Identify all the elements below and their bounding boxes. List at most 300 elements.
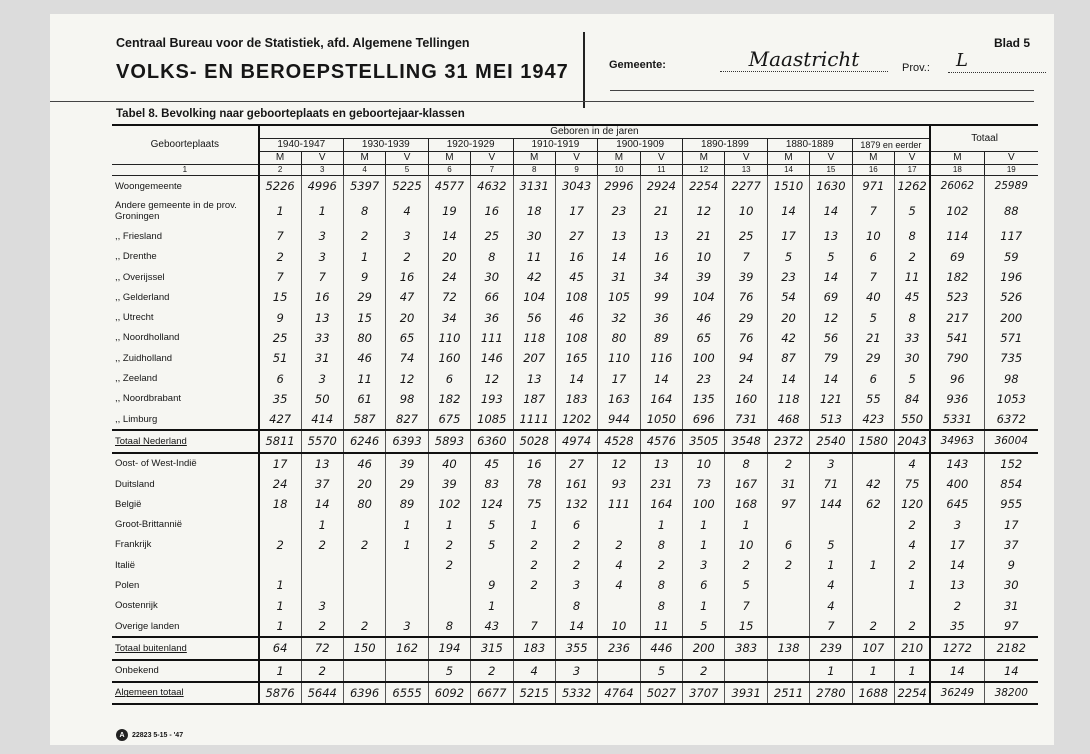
table-cell: 1: [683, 535, 725, 555]
table-cell: 118: [767, 389, 809, 409]
col-number: 12: [683, 165, 725, 176]
table-cell: 6677: [471, 682, 513, 704]
table-cell: 87: [767, 348, 809, 368]
table-cell: [428, 575, 470, 595]
table-cell: 27: [555, 453, 597, 474]
table-cell: 790: [930, 348, 984, 368]
table-cell: 1510: [767, 176, 809, 197]
table-cell: 7: [725, 247, 767, 267]
table-cell: [343, 514, 385, 534]
table-cell: 1053: [984, 389, 1038, 409]
table-cell: 72: [428, 287, 470, 307]
col-v: V: [725, 152, 767, 165]
table-cell: 138: [767, 637, 809, 659]
table-cell: 6: [767, 535, 809, 555]
table-cell: 2: [513, 535, 555, 555]
table-cell: 18: [259, 494, 301, 514]
row-label: Onbekend: [112, 660, 259, 682]
table-cell: 6360: [471, 430, 513, 452]
table-cell: 5226: [259, 176, 301, 197]
table-cell: 108: [555, 328, 597, 348]
table-cell: 46: [555, 307, 597, 327]
table-cell: 5: [725, 575, 767, 595]
table-cell: 6393: [386, 430, 428, 452]
row-label: ,, Noordholland: [115, 332, 180, 344]
table-cell: [598, 514, 640, 534]
row-label: Oostenrijk: [115, 600, 158, 612]
table-cell: 2: [895, 555, 931, 575]
table-cell: 97: [984, 616, 1038, 637]
table-cell: 526: [984, 287, 1038, 307]
table-row: [112, 682, 1038, 704]
table-row: [112, 368, 1038, 388]
table-cell: 1: [343, 247, 385, 267]
table-row: [112, 575, 1038, 595]
table-cell: 3: [386, 616, 428, 637]
row-label: Totaal Nederland: [112, 430, 259, 452]
table-cell: 6246: [343, 430, 385, 452]
table-cell: 39: [683, 267, 725, 287]
table-cell: 29: [852, 348, 894, 368]
table-cell: 161: [555, 474, 597, 494]
table-cell: 2: [343, 226, 385, 246]
table-cell: 152: [984, 453, 1038, 474]
table-cell: 944: [598, 409, 640, 430]
table-cell: 163: [598, 389, 640, 409]
table-cell: 1: [259, 596, 301, 616]
table-cell: 239: [810, 637, 852, 659]
table-cell: 111: [598, 494, 640, 514]
header-rule: [610, 90, 1034, 91]
row-label: ,, Limburg: [115, 413, 158, 425]
col-m: M: [513, 152, 555, 165]
table-cell: 99: [640, 287, 682, 307]
table-cell: 14: [930, 660, 984, 682]
table-cell: 23: [683, 368, 725, 388]
table-cell: 65: [683, 328, 725, 348]
table-cell: 150: [343, 637, 385, 659]
table-cell: 6555: [386, 682, 428, 704]
table-cell: 54: [767, 287, 809, 307]
table-cell: [852, 596, 894, 616]
table-cell: 143: [930, 453, 984, 474]
table-cell: 19: [428, 196, 470, 226]
table-cell: 5332: [555, 682, 597, 704]
table-cell: 4: [386, 196, 428, 226]
table-cell: 21: [683, 226, 725, 246]
table-cell: [343, 555, 385, 575]
table-cell: 17: [767, 226, 809, 246]
table-cell: 5570: [301, 430, 343, 452]
table-cell: 13: [513, 368, 555, 388]
col-v: V: [555, 152, 597, 165]
table-cell: 16: [386, 267, 428, 287]
table-cell: 16: [513, 453, 555, 474]
col-period: 1890-1899: [683, 139, 768, 152]
table-cell: 10: [683, 453, 725, 474]
col-number: 4: [343, 165, 385, 176]
col-v: V: [895, 152, 931, 165]
table-cell: 3: [683, 555, 725, 575]
table-cell: [259, 514, 301, 534]
col-number: 7: [471, 165, 513, 176]
col-period: 1920-1929: [428, 139, 513, 152]
table-cell: 132: [555, 494, 597, 514]
table-cell: 423: [852, 409, 894, 430]
table-cell: 2: [555, 535, 597, 555]
table-cell: [386, 575, 428, 595]
table-cell: [343, 596, 385, 616]
table-cell: 27: [555, 226, 597, 246]
header-rule-bottom: [50, 101, 1034, 102]
table-cell: 42: [513, 267, 555, 287]
table-cell: 110: [428, 328, 470, 348]
table-cell: [301, 575, 343, 595]
table-cell: 3131: [513, 176, 555, 197]
table-cell: 6372: [984, 409, 1038, 430]
table-cell: 135: [683, 389, 725, 409]
table-cell: 1580: [852, 430, 894, 452]
table-cell: 2: [930, 596, 984, 616]
table-cell: 4: [895, 535, 931, 555]
row-label: Algemeen totaal: [112, 682, 259, 704]
table-cell: 7: [810, 616, 852, 637]
table-title: Tabel 8. Bevolking naar geboorteplaats en geboortejaar-klassen: [116, 108, 465, 120]
table-cell: 21: [640, 196, 682, 226]
table-cell: 13: [810, 226, 852, 246]
table-cell: 1085: [471, 409, 513, 430]
table-cell: 35: [930, 616, 984, 637]
table-cell: 30: [895, 348, 931, 368]
table-cell: 7: [259, 226, 301, 246]
table-cell: 42: [852, 474, 894, 494]
row-label: Totaal buitenland: [112, 637, 259, 659]
table-cell: 30: [984, 575, 1038, 595]
table-cell: 45: [555, 267, 597, 287]
table-cell: 100: [683, 348, 725, 368]
table-cell: 164: [640, 494, 682, 514]
table-cell: [810, 514, 852, 534]
table-cell: 2996: [598, 176, 640, 197]
table-cell: 14: [598, 247, 640, 267]
table-cell: 73: [683, 474, 725, 494]
table-cell: 6: [428, 368, 470, 388]
table-row: [112, 514, 1038, 534]
table-cell: [471, 555, 513, 575]
row-label: ,, Noordbrabant: [115, 393, 182, 405]
table-cell: 5: [895, 368, 931, 388]
table-cell: 971: [852, 176, 894, 197]
table-cell: 2: [428, 555, 470, 575]
table-cell: 6: [259, 368, 301, 388]
table-cell: 47: [386, 287, 428, 307]
table-cell: 4576: [640, 430, 682, 452]
table-cell: 94: [725, 348, 767, 368]
table-cell: 162: [386, 637, 428, 659]
table-cell: 40: [852, 287, 894, 307]
table-row: [112, 430, 1038, 452]
table-cell: 1688: [852, 682, 894, 704]
table-cell: 2: [555, 555, 597, 575]
table-cell: 696: [683, 409, 725, 430]
census-title: VOLKS- EN BEROEPSTELLING 31 MEI 1947: [116, 61, 569, 83]
table-cell: 1: [471, 596, 513, 616]
table-cell: 315: [471, 637, 513, 659]
print-code-text: 22823 5-15 - '47: [132, 731, 184, 739]
table-cell: 9: [471, 575, 513, 595]
table-cell: 10: [725, 196, 767, 226]
table-cell: 1: [513, 514, 555, 534]
table-cell: 102: [930, 196, 984, 226]
table-cell: 10: [598, 616, 640, 637]
table-cell: 108: [555, 287, 597, 307]
table-cell: 88: [984, 196, 1038, 226]
table-cell: 25: [725, 226, 767, 246]
row-label: Andere gemeente in de prov. Groningen: [115, 200, 237, 223]
table-cell: 1111: [513, 409, 555, 430]
table-cell: 200: [683, 637, 725, 659]
table-cell: 36004: [984, 430, 1038, 452]
table-cell: 39: [725, 267, 767, 287]
table-cell: 1: [895, 660, 931, 682]
table-cell: 80: [343, 328, 385, 348]
table-cell: 5: [471, 535, 513, 555]
table-cell: 1: [259, 660, 301, 682]
table-cell: 10: [683, 247, 725, 267]
table-cell: 43: [471, 616, 513, 637]
table-cell: [767, 575, 809, 595]
table-cell: 4: [810, 575, 852, 595]
table-cell: 14: [810, 267, 852, 287]
table-cell: 4764: [598, 682, 640, 704]
table-cell: 24: [428, 267, 470, 287]
table-cell: 75: [513, 494, 555, 514]
col-v: V: [640, 152, 682, 165]
table-cell: 5: [852, 307, 894, 327]
table-cell: 93: [598, 474, 640, 494]
table-cell: 13: [640, 226, 682, 246]
table-cell: 35: [259, 389, 301, 409]
province-value: L: [948, 50, 1046, 73]
table-row: [112, 226, 1038, 246]
col-geboorteplaats: Geboorteplaats: [112, 125, 259, 165]
table-cell: 12: [683, 196, 725, 226]
table-cell: 17: [930, 535, 984, 555]
population-table: [112, 124, 1038, 705]
table-cell: 13: [598, 226, 640, 246]
table-cell: 56: [810, 328, 852, 348]
table-cell: 30: [513, 226, 555, 246]
table-cell: 114: [930, 226, 984, 246]
col-period: 1910-1919: [513, 139, 598, 152]
table-cell: 5: [767, 247, 809, 267]
table-cell: 124: [471, 494, 513, 514]
col-period: 1880-1889: [767, 139, 852, 152]
table-cell: 160: [725, 389, 767, 409]
table-cell: 17: [598, 368, 640, 388]
table-cell: 5644: [301, 682, 343, 704]
table-cell: [259, 555, 301, 575]
table-cell: 231: [640, 474, 682, 494]
header-divider: [583, 32, 585, 108]
table-row: [112, 328, 1038, 348]
table-cell: 550: [895, 409, 931, 430]
row-label: België: [115, 498, 142, 510]
table-cell: 587: [343, 409, 385, 430]
table-cell: 33: [301, 328, 343, 348]
table-cell: 5811: [259, 430, 301, 452]
table-cell: [428, 596, 470, 616]
table-cell: 46: [343, 348, 385, 368]
table-cell: 2043: [895, 430, 931, 452]
table-cell: 2277: [725, 176, 767, 197]
table-cell: 45: [895, 287, 931, 307]
table-cell: 854: [984, 474, 1038, 494]
table-cell: 79: [810, 348, 852, 368]
table-cell: 1: [386, 535, 428, 555]
table-row: [112, 535, 1038, 555]
col-period: 1940-1947: [259, 139, 344, 152]
table-cell: 18: [513, 196, 555, 226]
table-cell: 55: [852, 389, 894, 409]
table-cell: 2: [767, 453, 809, 474]
table-cell: 89: [640, 328, 682, 348]
table-cell: [767, 514, 809, 534]
table-cell: 17: [984, 514, 1038, 534]
table-cell: 46: [683, 307, 725, 327]
table-cell: 14: [984, 660, 1038, 682]
table-cell: 4: [810, 596, 852, 616]
table-cell: 3: [930, 514, 984, 534]
table-row: [112, 307, 1038, 327]
row-label: ,, Utrecht: [115, 312, 154, 324]
table-cell: 98: [386, 389, 428, 409]
table-cell: 8: [895, 226, 931, 246]
table-cell: 5: [683, 616, 725, 637]
table-cell: 2: [259, 535, 301, 555]
table-cell: 76: [725, 328, 767, 348]
table-cell: 83: [471, 474, 513, 494]
table-cell: 3548: [725, 430, 767, 452]
table-cell: 675: [428, 409, 470, 430]
table-cell: 182: [930, 267, 984, 287]
table-cell: 66: [471, 287, 513, 307]
table-cell: 69: [810, 287, 852, 307]
table-cell: 59: [984, 247, 1038, 267]
table-cell: 8: [640, 596, 682, 616]
table-cell: 3: [555, 660, 597, 682]
table-cell: 355: [555, 637, 597, 659]
table-cell: 2: [640, 555, 682, 575]
row-label: Frankrijk: [115, 539, 152, 551]
table-cell: 14: [428, 226, 470, 246]
table-cell: 236: [598, 637, 640, 659]
table-cell: 17: [555, 196, 597, 226]
table-cell: 33: [895, 328, 931, 348]
table-cell: 2: [343, 535, 385, 555]
table-cell: 25989: [984, 176, 1038, 197]
row-label: Groot-Brittannië: [115, 519, 183, 531]
table-cell: 104: [683, 287, 725, 307]
table-cell: 12: [810, 307, 852, 327]
table-cell: 955: [984, 494, 1038, 514]
table-cell: 144: [810, 494, 852, 514]
table-cell: 6: [683, 575, 725, 595]
table-cell: 10: [725, 535, 767, 555]
table-cell: 1630: [810, 176, 852, 197]
table-cell: 5331: [930, 409, 984, 430]
table-cell: 6: [555, 514, 597, 534]
bureau-name: Centraal Bureau voor de Statistiek, afd. Algemene Tellingen: [116, 36, 470, 50]
table-cell: 4632: [471, 176, 513, 197]
table-cell: 76: [725, 287, 767, 307]
table-cell: 30: [471, 267, 513, 287]
table-cell: 8: [555, 596, 597, 616]
table-cell: 16: [471, 196, 513, 226]
table-cell: 3505: [683, 430, 725, 452]
table-cell: 26062: [930, 176, 984, 197]
table-cell: 2: [767, 555, 809, 575]
table-cell: 20: [386, 307, 428, 327]
table-cell: 118: [513, 328, 555, 348]
table-cell: 9: [259, 307, 301, 327]
table-cell: 15: [343, 307, 385, 327]
table-cell: 2: [428, 535, 470, 555]
table-cell: [852, 514, 894, 534]
table-cell: 5: [895, 196, 931, 226]
table-cell: 5: [810, 247, 852, 267]
table-cell: 31: [598, 267, 640, 287]
table-cell: 427: [259, 409, 301, 430]
printer-seal-icon: A: [116, 729, 128, 741]
table-cell: 193: [471, 389, 513, 409]
table-row: [112, 176, 1038, 197]
table-cell: 120: [895, 494, 931, 514]
table-cell: 111: [471, 328, 513, 348]
table-cell: 400: [930, 474, 984, 494]
table-cell: 5893: [428, 430, 470, 452]
table-cell: 4996: [301, 176, 343, 197]
row-label: ,, Zeeland: [115, 373, 158, 385]
table-cell: 15: [725, 616, 767, 637]
col-number: 17: [895, 165, 931, 176]
table-cell: 182: [428, 389, 470, 409]
province-label: Prov.:: [902, 62, 930, 74]
table-cell: 31: [767, 474, 809, 494]
table-cell: 3: [301, 596, 343, 616]
table-cell: 38200: [984, 682, 1038, 704]
table-cell: [301, 555, 343, 575]
table-cell: 6: [852, 368, 894, 388]
col-m: M: [767, 152, 809, 165]
table-cell: 2: [895, 514, 931, 534]
col-number: 13: [725, 165, 767, 176]
table-cell: 8: [640, 535, 682, 555]
table-cell: 20: [343, 474, 385, 494]
table-cell: 2254: [895, 682, 931, 704]
table-cell: 735: [984, 348, 1038, 368]
table-cell: 110: [598, 348, 640, 368]
table-cell: 78: [513, 474, 555, 494]
table-cell: 65: [386, 328, 428, 348]
table-cell: 89: [386, 494, 428, 514]
row-label: Duitsland: [115, 478, 155, 490]
table-cell: 468: [767, 409, 809, 430]
table-cell: [386, 660, 428, 682]
table-row: [112, 494, 1038, 514]
table-cell: 13: [301, 453, 343, 474]
table-cell: 3043: [555, 176, 597, 197]
